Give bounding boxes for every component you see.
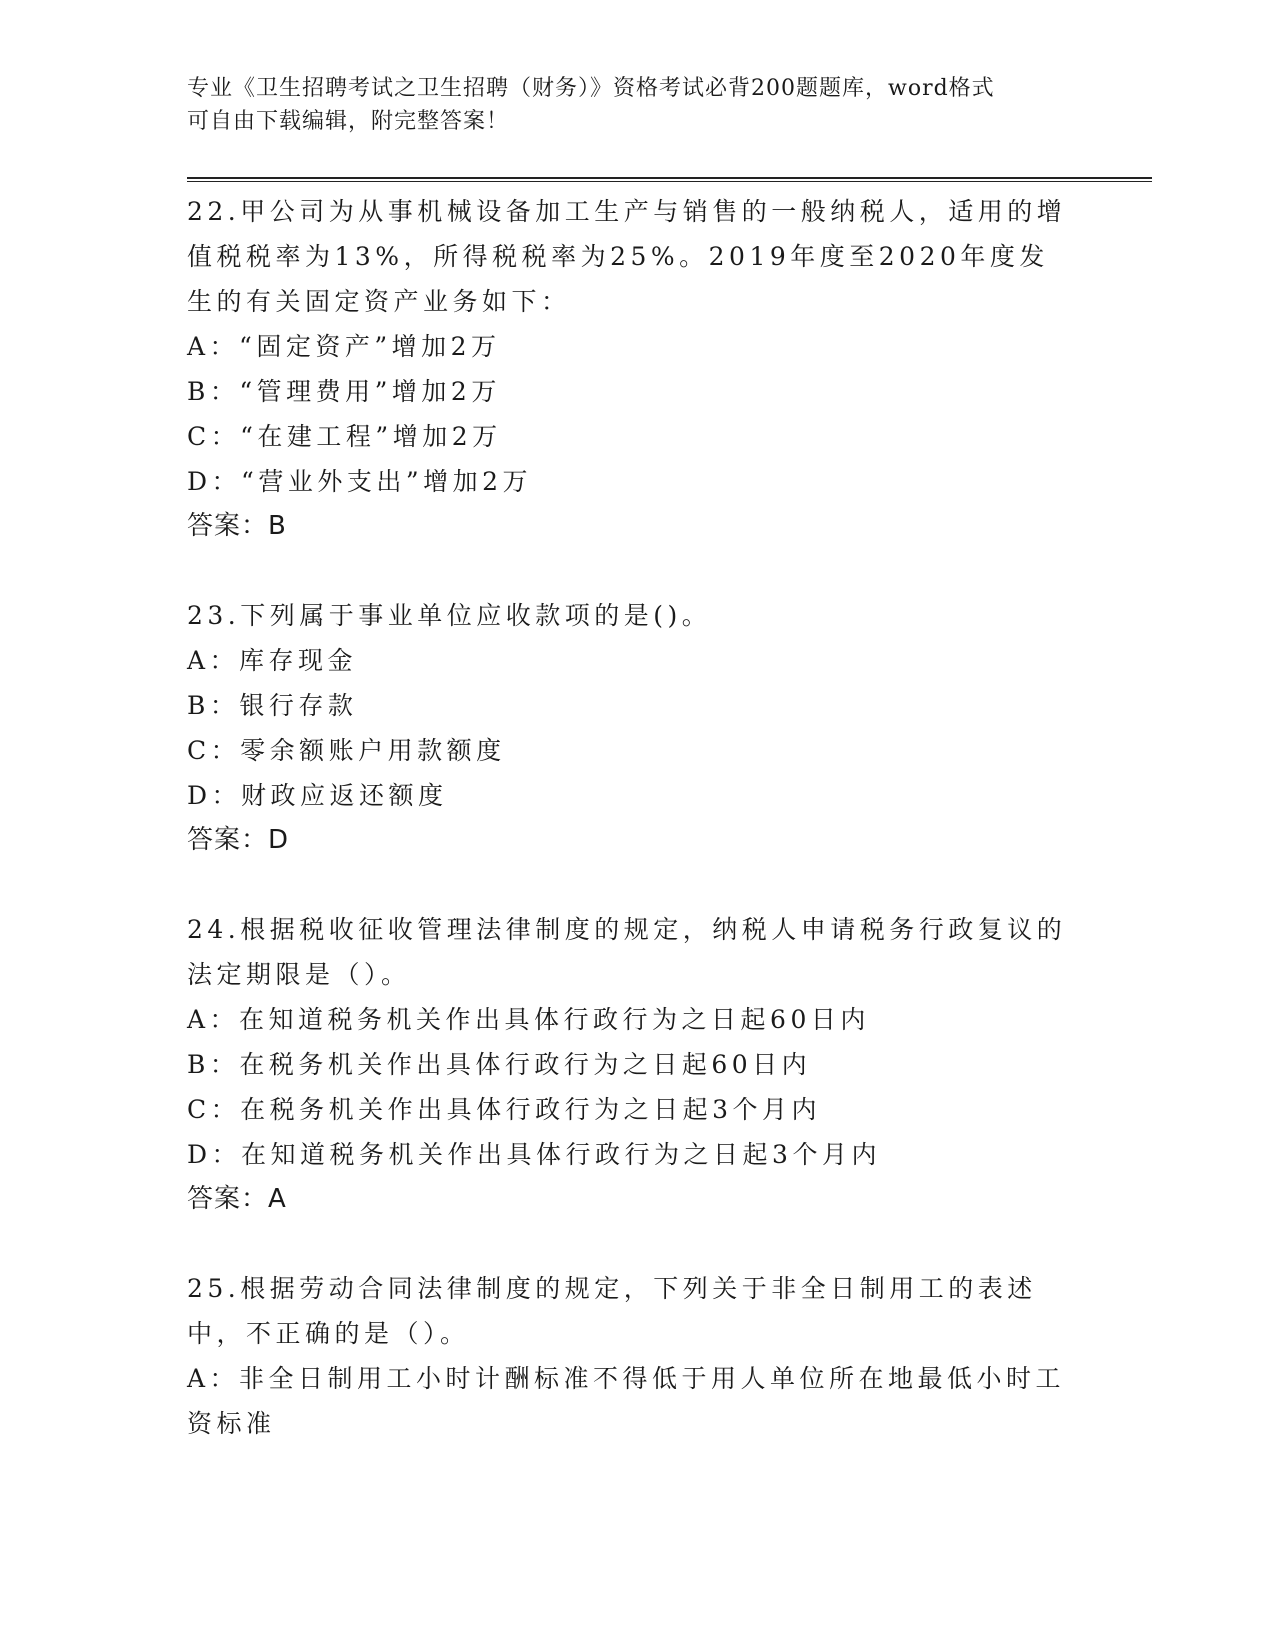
- header-divider: [187, 177, 1152, 182]
- question-text: 22.甲公司为从事机械设备加工生产与销售的一般纳税人，适用的增值税税率为13%，所得税税率为25%。2019年度至2020年度发生的有关固定资产业务如下：: [187, 197, 1067, 316]
- question-23: [187, 593, 1067, 863]
- option-c: C：在税务机关作出具体行政行为之日起3个月内: [187, 1095, 822, 1124]
- question-22: [187, 189, 1067, 549]
- document-header: [187, 72, 1087, 138]
- answer-line: 答案：D: [187, 825, 290, 855]
- question-text: 23.下列属于事业单位应收款项的是()。: [187, 601, 712, 630]
- option-a: A：“固定资产”增加2万: [187, 332, 501, 361]
- question-24: [187, 907, 1067, 1222]
- question-text: 24.根据税收征收管理法律制度的规定，纳税人申请税务行政复议的法定期限是（）。: [187, 915, 1067, 989]
- option-a: A：非全日制用工小时计酬标准不得低于用人单位所在地最低小时工资标准: [187, 1364, 1066, 1438]
- option-d: D：财政应返还额度: [187, 781, 448, 810]
- option-b: B：银行存款: [187, 691, 358, 720]
- option-b: B：“管理费用”增加2万: [187, 377, 501, 406]
- option-a: A：库存现金: [187, 646, 358, 675]
- question-list: [187, 189, 1067, 1490]
- document-page: [187, 0, 1147, 1650]
- option-d: D：“营业外支出”增加2万: [187, 467, 533, 496]
- header-line-2: 可自由下载编辑，附完整答案！: [187, 109, 510, 134]
- option-c: C：零余额账户用款额度: [187, 736, 506, 765]
- question-25: [187, 1266, 1067, 1446]
- option-c: C：“在建工程”增加2万: [187, 422, 502, 451]
- answer-line: 答案：A: [187, 1184, 287, 1214]
- option-a: A：在知道税务机关作出具体行政行为之日起60日内: [187, 1005, 870, 1034]
- option-b: B：在税务机关作出具体行政行为之日起60日内: [187, 1050, 812, 1079]
- option-d: D：在知道税务机关作出具体行政行为之日起3个月内: [187, 1140, 881, 1169]
- answer-line: 答案：B: [187, 511, 287, 541]
- header-line-1: 专业《卫生招聘考试之卫生招聘（财务）》资格考试必背200题题库，word格式: [187, 76, 995, 101]
- question-text: 25.根据劳动合同法律制度的规定，下列关于非全日制用工的表述中，不正确的是（）。: [187, 1274, 1037, 1348]
